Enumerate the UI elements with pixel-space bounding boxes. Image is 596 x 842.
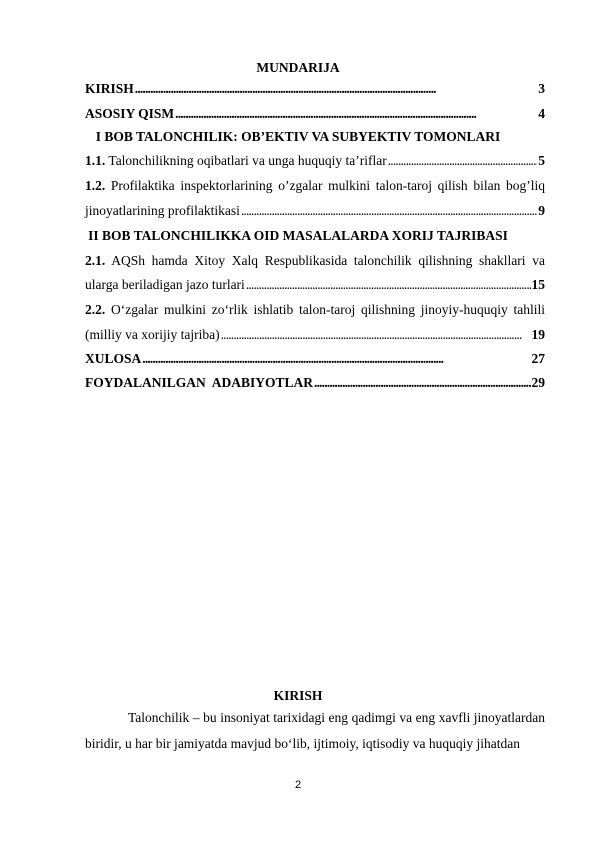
toc-label: KIRISH (85, 81, 134, 96)
toc-label: Talonchilikning oqibatlari va unga huquqiy ta’riflar (108, 153, 387, 168)
toc-leader (388, 153, 538, 169)
toc-label: XULOSA (85, 351, 142, 366)
toc-label: AQSh hamda Xitoy Xalq Respublikasida talonchilik qilishning shakllari va (111, 253, 545, 268)
toc-number: 1.2. (85, 178, 106, 193)
section-heading: KIRISH (273, 688, 323, 703)
toc-page: 29 (531, 375, 545, 390)
toc-entry-kirish (85, 81, 545, 97)
toc-entry-1-1 (85, 153, 545, 169)
toc-chapter-2: II BOB TALONCHILIKKA OID MASALALARDA XORIJ TAJRIBASI (88, 228, 508, 243)
toc-number: 1.1. (85, 153, 106, 168)
toc-page: 4 (538, 106, 545, 121)
toc-title: MUNDARIJA (256, 60, 340, 75)
toc-page: 9 (538, 203, 545, 218)
toc-leader (314, 375, 530, 391)
toc-leader (135, 81, 537, 97)
toc-label: jinoyatlarining profilaktikasi (85, 203, 240, 218)
toc-leader (246, 277, 531, 293)
toc-entry-2-1 (85, 277, 545, 293)
toc-page: 3 (538, 81, 545, 96)
page-number: 2 (294, 779, 302, 791)
toc-entry-2-2 (85, 327, 545, 343)
toc-number: 2.1. (85, 253, 106, 268)
toc-label: Profilaktika inspektorlarining o’zgalar mulkini talon-taroj qilish bilan bog’liq (110, 178, 545, 193)
toc-entry-xulosa (85, 351, 545, 367)
toc-entry-2-1-line1 (85, 253, 545, 269)
toc-leader (221, 327, 531, 343)
toc-page: 27 (531, 351, 545, 366)
toc-label: (milliy va xorijiy tajriba) (85, 327, 220, 342)
toc-entry-adabiyotlar (85, 375, 545, 391)
toc-page: 19 (531, 327, 545, 342)
toc-entry-2-2-line1 (85, 302, 545, 318)
toc-chapter-1: I BOB TALONCHILIK: OB’EKTIV VA SUBYEKTIV TOMONLARI (95, 129, 501, 144)
toc-entry-1-2 (85, 203, 545, 219)
toc-label: FOYDALANILGAN ADABIYOTLAR (85, 375, 314, 390)
toc-label: ularga beriladigan jazo turlari (85, 277, 245, 292)
toc-page: 15 (531, 277, 545, 292)
toc-entry-asosiy (85, 106, 545, 122)
toc-label: ASOSIY QISM (85, 106, 175, 121)
toc-label: O‘zgalar mulkini zo‘rlik ishlatib talon-taroj qilishning jinoyiy-huquqiy tahlili (111, 302, 546, 317)
toc-leader (175, 106, 537, 122)
toc-page: 5 (538, 153, 545, 168)
toc-entry-1-2-line1 (85, 178, 545, 194)
toc-number: 2.2. (85, 302, 106, 317)
toc-leader (142, 351, 530, 367)
intro-paragraph: Talonchilik – bu insoniyat tarixidagi eng qadimgi va eng xavfli jinoyatlardan biridir, u har bir jamiyatda mavjud bo‘lib, ijtimoiy, iqtisodiy va huquqiy jihatdan (85, 710, 545, 751)
toc-leader (241, 203, 537, 219)
